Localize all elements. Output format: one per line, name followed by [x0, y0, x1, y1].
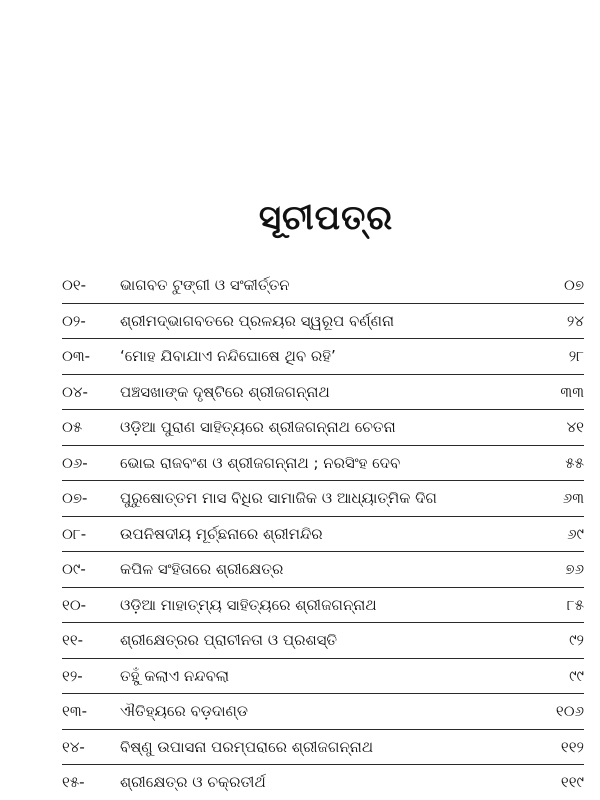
- toc-page: ୬୩: [562, 489, 584, 507]
- toc-number: ୦୫: [62, 418, 83, 436]
- toc-page: ୨୮: [568, 347, 584, 365]
- toc-page: ୫୫: [565, 453, 584, 472]
- toc-title: ବିଷ୍ଣୁ ଉପାସନା ପରମ୍ପରାରେ ଶ୍ରୀଜଗନ୍ନାଥ: [120, 737, 374, 756]
- toc-row: [62, 410, 584, 446]
- toc-title: ଶ୍ରୀମଦ୍‌ଭାଗବତରେ ପ୍ରଳୟର ସ୍ୱରୂପ ବର୍ଣ୍ଣନା: [120, 311, 395, 330]
- toc-page: ୯୯: [569, 666, 584, 685]
- toc-title: ଓଡ଼ିଆ ପୁରାଣ ସାହିତ୍ୟରେ ଶ୍ରୀଜଗନ୍ନାଥ ଚେତନା: [120, 418, 396, 436]
- toc-row: [62, 339, 584, 375]
- toc-title: ‘ମୋହ ଯିବାଯାଏ ନନ୍ଦିଘୋଷେ ଥିବ ରହି’: [120, 347, 336, 365]
- toc-title: ଭୋଇ ରାଜବଂଶ ଓ ଶ୍ରୀଜଗନ୍ନାଥ ; ନରସିଂହ ଦେବ: [120, 453, 401, 472]
- toc-number: ୧୨-: [62, 666, 83, 685]
- toc-number: ୦୧-: [62, 276, 87, 294]
- toc-number: ୧୩-: [62, 702, 88, 720]
- toc-page: ୦୭: [563, 276, 584, 294]
- toc-row: [62, 765, 584, 800]
- toc-number: ୧୧-: [62, 631, 84, 649]
- toc-title: ଉପନିଷଦୀୟ ମୂର୍ଚ୍ଛନାରେ ଶ୍ରୀମନ୍ଦିର: [120, 524, 323, 543]
- toc-row: [62, 481, 584, 517]
- toc-page: ୭୬: [565, 560, 584, 578]
- toc-row: [62, 446, 584, 482]
- toc-page: ୧୦୬: [555, 702, 584, 720]
- toc-number: ୧୪-: [62, 737, 85, 756]
- toc-page: ୨୪: [566, 311, 584, 330]
- toc-title: କପିଳ ସଂହିତାରେ ଶ୍ରୀକ୍ଷେତ୍ର: [120, 560, 284, 578]
- toc-row: [62, 694, 584, 730]
- toc-row: [62, 623, 584, 659]
- toc-title: ଶ୍ରୀକ୍ଷେତ୍ର ଓ ଚକ୍ରତୀର୍ଥ: [120, 773, 266, 791]
- toc-title: ଐତିହ୍ୟରେ ବଡ଼ଦାଣ୍ଡ: [120, 702, 249, 720]
- table-of-contents: [62, 268, 584, 800]
- toc-page: ୬୯: [567, 524, 584, 543]
- toc-number: ୦୩-: [62, 347, 91, 365]
- toc-number: ୦୬-: [62, 453, 88, 472]
- toc-page: ୧୧୯: [560, 773, 584, 791]
- toc-row: [62, 268, 584, 304]
- toc-row: [62, 552, 584, 588]
- toc-title: ପୁରୁଷୋତ୍ତମ ମାସ ବିଧିର ସାମାଜିକ ଓ ଆଧ୍ୟାତ୍ମିକ ଦିଗ: [120, 489, 437, 507]
- toc-title: ଭାଗବତ ଟୁଙ୍ଗୀ ଓ ସଂକୀର୍ତ୍ତନ: [120, 276, 290, 294]
- toc-page: ୪୧: [566, 418, 584, 436]
- toc-page: ୮୫: [566, 595, 584, 614]
- toc-title: ଶ୍ରୀକ୍ଷେତ୍ରର ପ୍ରାଚୀନତା ଓ ପ୍ରଶସ୍ତି: [120, 631, 338, 649]
- toc-title: ଓଡ଼ିଆ ମାହାତ୍ମ୍ୟ ସାହିତ୍ୟରେ ଶ୍ରୀଜଗନ୍ନାଥ: [120, 595, 377, 614]
- toc-row: [62, 659, 584, 695]
- toc-row: [62, 588, 584, 624]
- toc-number: ୦୪-: [62, 382, 88, 401]
- toc-page: ୯୨: [569, 631, 584, 649]
- toc-number: ୧୫-: [62, 773, 85, 791]
- toc-row: [62, 730, 584, 766]
- toc-row: [62, 517, 584, 553]
- toc-number: ୦୮-: [62, 524, 87, 543]
- toc-number: ୦୨-: [62, 311, 86, 330]
- toc-title: ତହୁଁ କଲାଏ ନନ୍ଦବଲା: [120, 666, 230, 685]
- toc-number: ୦୯-: [62, 560, 86, 578]
- toc-page: ୧୧୨: [560, 737, 584, 756]
- toc-row: [62, 304, 584, 340]
- toc-number: ୧୦-: [62, 595, 87, 614]
- toc-title: ପଞ୍ଚସଖାଙ୍କ ଦୃଷ୍ଟିରେ ଶ୍ରୀଜଗନ୍ନାଥ: [120, 382, 330, 401]
- toc-page: ୩୩: [560, 382, 584, 401]
- toc-number: ୦୭-: [62, 489, 88, 507]
- toc-row: [62, 375, 584, 411]
- page-title: ସୂଚୀପତ୍ର: [258, 198, 394, 238]
